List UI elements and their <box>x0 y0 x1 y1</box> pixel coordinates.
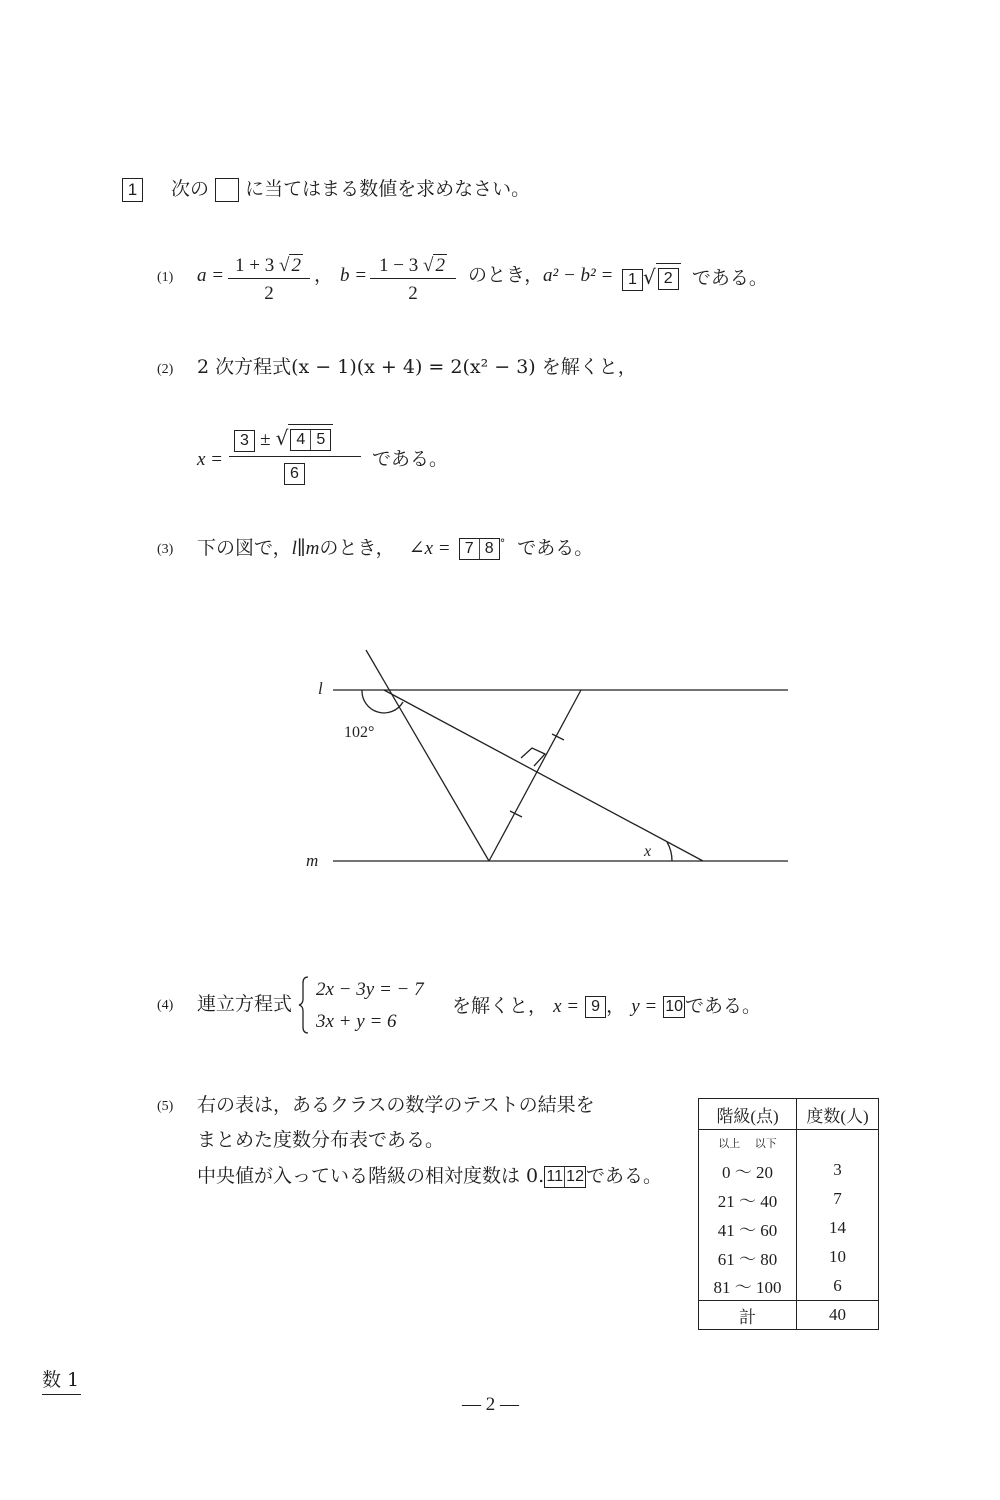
q4-pre: 連立方程式 <box>197 993 293 1015</box>
q2-plus-minus: ± <box>260 429 271 450</box>
answer-box-1112: 11 12 <box>544 1166 586 1188</box>
header-class: 階級(点) <box>699 1099 797 1130</box>
angle-arc-102 <box>362 690 403 713</box>
q4-equation-2: 3x + y = 6 <box>316 1011 397 1032</box>
label-l: l <box>318 679 323 698</box>
label-102: 102° <box>344 724 375 741</box>
subheader-range: 以上 以下 <box>699 1130 797 1156</box>
transversal-left <box>366 650 489 861</box>
q1-comma: ， <box>314 264 334 286</box>
header-frequency: 度数(人) <box>806 1106 869 1126</box>
instruction-post: に当てはまる数値を求めなさい。 <box>245 178 531 200</box>
q2-tail: である。 <box>372 448 449 470</box>
q5-label: (5) <box>157 1099 174 1114</box>
q1-when: のとき， <box>468 264 544 286</box>
q2-x-eq: x = <box>197 449 224 470</box>
q5-line-1: 右の表は，あるクラスの数学のテストの結果を <box>197 1094 595 1116</box>
q1-a-denominator: 2 <box>264 283 274 304</box>
table-row: 21 〜 40 7 <box>699 1185 879 1214</box>
table-row: 81 〜 100 6 <box>699 1272 879 1301</box>
table-row: 61 〜 80 10 <box>699 1243 879 1272</box>
q3-angle: ∠x = <box>408 538 451 559</box>
q4-label: (4) <box>157 998 174 1013</box>
frequency-table <box>698 1098 879 1330</box>
subject-label: 数 1 <box>42 1365 81 1395</box>
tick-mark-upper <box>552 734 564 740</box>
answer-box-1: 1 <box>622 269 643 291</box>
q1-expression: a² − b² = <box>543 265 614 286</box>
q1-tail: である。 <box>691 267 768 289</box>
q1-a-var: a = <box>197 265 225 286</box>
label-x: x <box>644 843 652 860</box>
answer-box-2: 2 <box>658 268 679 290</box>
answer-box-78: 7 8 <box>459 538 500 560</box>
q4-answer: を解くと， x = 9 ， y = 10 である。 <box>452 995 762 1017</box>
q3-label: (3) <box>157 542 174 557</box>
q4-equation-1: 2x − 3y = − 7 <box>316 979 424 1000</box>
q1-label: (1) <box>157 270 174 285</box>
q5-line-2: まとめた度数分布表である。 <box>197 1129 445 1151</box>
table-total-row: 計 40 <box>699 1301 879 1330</box>
page-number: — 2 — <box>462 1394 519 1415</box>
diagonal-segment <box>384 690 703 861</box>
q1-b-denominator: 2 <box>408 283 418 304</box>
answer-box-10: 10 <box>663 996 685 1018</box>
q3-parallel: l∥m <box>291 538 320 559</box>
answer-box-3: 3 <box>234 430 255 452</box>
q1-a-numerator: 1 + 3 √ 2 <box>235 255 301 276</box>
answer-box-6: 6 <box>284 463 305 485</box>
brace-icon <box>298 975 312 1035</box>
angle-arc-x <box>667 842 672 861</box>
q2-numerator: 3 ± √ 4 5 <box>234 424 333 452</box>
q1-answer: 1 √ 2 である。 <box>622 263 768 291</box>
table-row: 0 〜 20 3 <box>699 1156 879 1185</box>
label-m: m <box>306 851 319 870</box>
q1-b-var: b = <box>340 265 368 286</box>
q1-b-numerator: 1 − 3 √ 2 <box>379 255 445 276</box>
segment-rb <box>489 690 581 861</box>
instruction-pre: 次の <box>171 178 210 200</box>
answer-box-9: 9 <box>585 996 606 1018</box>
q5-line-3: 中央値が入っている階級の相対度数は 0. 11 12 である。 <box>197 1165 662 1187</box>
problem-number: 1 <box>127 180 138 199</box>
answer-box-45: 4 5 <box>290 429 331 451</box>
q2-text: 2 次方程式(x − 1)(x + 4) = 2(x² − 3) を解くと， <box>197 356 637 378</box>
q3-text: 下の図で，l∥mのとき， ∠x = 7 8 ° である。 <box>197 537 594 559</box>
q2-label: (2) <box>157 362 174 377</box>
table-row: 41 〜 60 14 <box>699 1214 879 1243</box>
